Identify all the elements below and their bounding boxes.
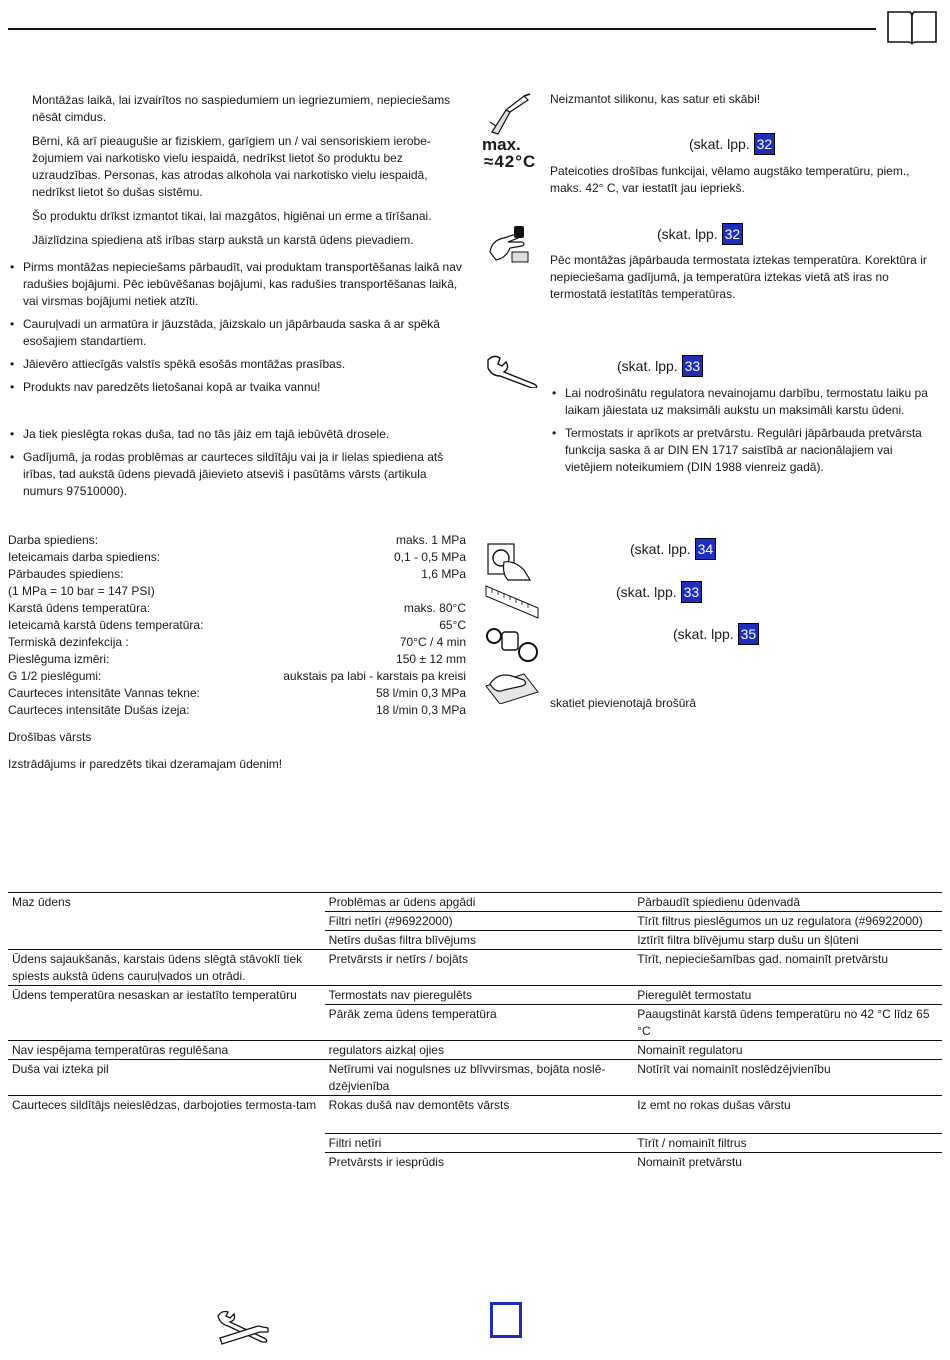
ref-text: (skat. lpp. [689, 136, 750, 152]
ref-page-32-a [689, 133, 775, 155]
page-link[interactable]: 32 [754, 133, 776, 155]
cause-cell: Problēmas ar ūdens apgādi [325, 893, 634, 912]
problem-cell [8, 1005, 325, 1041]
page-link[interactable]: 33 [681, 581, 703, 603]
maintenance-item: • Lai nodrošinātu regulatora nevainojamu darbību, termostatu laiku pa laikam jāiestata uz maksimāli aukstu un maksimāli karstu ūdeni. [550, 385, 940, 419]
cause-cell: Netīrs dušas filtra blīvējums [325, 931, 634, 950]
table-row [8, 986, 942, 1005]
ref-text: (skat. lpp. [657, 226, 718, 242]
spec-value: maks. 80°C [403, 601, 466, 615]
problem-cell [8, 912, 325, 931]
maintenance-list [550, 385, 940, 482]
spec-row [8, 583, 466, 600]
page-link[interactable]: 35 [738, 623, 760, 645]
assembly-list [8, 259, 464, 402]
spec-value: maks. 1 MPa [395, 533, 466, 547]
remedy-cell: Paaugstināt karstā ūdens temperatūru no 42 °C līdz 65 °C [633, 1005, 942, 1041]
page-link[interactable]: 32 [722, 223, 744, 245]
spec-row [8, 668, 466, 685]
spec-row [8, 617, 466, 634]
max-temp-label: ≈42°C [484, 152, 537, 171]
table-row [8, 1060, 942, 1096]
problem-cell: Ūdens temperatūra nesaskan ar iestatīto temperatūru [8, 986, 325, 1005]
page-link[interactable]: 34 [695, 538, 717, 560]
cause-cell: Pretvārsts ir iesprūdis [325, 1152, 634, 1171]
cause-cell [325, 1114, 634, 1133]
remedy-cell: Tīrīt, nepieciešamības gad. nomainīt pretvārstu [633, 950, 942, 986]
assembly-item: • Jāievēro attiecīgās valstīs spēkā esošās montāžas prasības. [8, 356, 464, 373]
problem-cell: Ūdens sajaukšanās, karstais ūdens slēgtā stāvoklī tiek spiests aukstā ūdens cauruļvados un otrādi. [8, 950, 325, 986]
remedy-cell: Iztīrīt filtra blīvējumu starp dušu un šļūteni [633, 931, 942, 950]
spec-value: aukstais pa labi - karstais pa kreisi [283, 669, 466, 683]
cause-cell: Filtri netīri (#96922000) [325, 912, 634, 931]
spec-value: 150 ± 12 mm [396, 652, 466, 666]
manual-book-icon [886, 8, 938, 46]
spec-label: Caurteces intensitāte Dušas izeja: [8, 703, 190, 717]
intro-para-1: Montāžas laikā, lai izvairītos no saspiedumiem un iegriezumiem, nepieciešams nēsāt cimdus. [32, 93, 451, 124]
max-label: max. [482, 135, 521, 154]
troubleshooting-table [8, 892, 942, 1171]
spec-value: 0,1 - 0,5 MPa [393, 550, 466, 564]
remedy-cell: Tīrīt filtrus pieslēgumos un uz regulatora (#96922000) [633, 912, 942, 931]
install-item: • Gadījumā, ja rodas problēmas ar caurteces sildītāju vai ja ir lielas spiediena atš irības, tad aukstā ūdens pievadā jāievieto atseviš i pasūtāms vārsts (artikula numurs 97510000). [8, 449, 464, 500]
wrench-icon [484, 354, 540, 388]
thermometer-hand-icon [486, 222, 534, 266]
maintenance-item: • Termostats ir aprīkots ar pretvārstu. Regulāri jāpārbauda pretvārsta funkcija saska ā ar DIN EN 1717 saistībā ar nacionālajiem vai vietējiem noteikumiem (DIN 1988 vienreiz gadā). [550, 425, 940, 476]
problem-cell: Caurteces sildītājs neieslēdzas, darbojoties termosta-tam [8, 1096, 325, 1115]
cleaning-hand-icon [484, 666, 540, 704]
assembly-item: • Produkts nav paredzēts lietošanai kopā ar tvaika vannu! [8, 379, 464, 396]
spec-label: Pieslēguma izmēri: [8, 652, 110, 666]
brochure-note: skatiet pievienotajā brošūrā [550, 696, 697, 710]
table-row [8, 1133, 942, 1152]
ref-text: (skat. lpp. [617, 358, 678, 374]
spec-label: Ieteicamā karstā ūdens temperatūra: [8, 618, 204, 632]
problem-cell [8, 1133, 325, 1152]
intro-para-3: Šo produktu drīkst izmantot tikai, lai mazgātos, higiēnai un erme a tīrīšanai. [32, 209, 432, 223]
remedy-cell: Notīrīt vai nomainīt noslēdzējvienību [633, 1060, 942, 1096]
problem-cell [8, 1152, 325, 1171]
problem-cell: Nav iespējama temperatūras regulēšana [8, 1041, 325, 1060]
ruler-icon [484, 584, 540, 620]
spec-label: Pārbaudes spiediens: [8, 567, 124, 581]
table-row [8, 912, 942, 931]
ref-page-33-a [617, 355, 703, 377]
spec-value: 18 l/min 0,3 MPa [375, 703, 466, 717]
spec-label: G 1/2 pieslēgumi: [8, 669, 102, 683]
silicone-note: Neizmantot silikonu, kas satur eti skābi! [550, 92, 761, 106]
cause-cell: Filtri netīri [325, 1133, 634, 1152]
spec-row [8, 566, 466, 583]
spec-value: 58 l/min 0,3 MPa [375, 686, 466, 700]
install-list [8, 426, 464, 506]
cause-cell: Pārāk zema ūdens temperatūra [325, 1005, 634, 1041]
remedy-cell: Pieregulēt termostatu [633, 986, 942, 1005]
tools-icon [216, 1308, 274, 1346]
intro-section [32, 92, 464, 256]
spec-value: 65°C [439, 618, 466, 632]
ref-page-35 [673, 623, 759, 645]
spec-value: 1,6 MPa [421, 567, 466, 581]
remedy-cell [633, 1114, 942, 1133]
spec-label: (1 MPa = 10 bar = 147 PSI) [8, 584, 155, 598]
intro-para-2: Bērni, kā arī pieaugušie ar fiziskiem, garīgiem un / vai sensoriskiem ierobe-žojumiem vai narkotisko vielu iespaidā, nedrīkst lietot šo produktu bez uzraudzības. Personas, kas atrodas alkohola vai narkotisko vielu iespaidā, nedrīkst lietot šo dušas sistēmu. [32, 134, 431, 199]
spec-label: Ieteicamais darba spiediens: [8, 550, 161, 564]
cause-cell: Termostats nav pieregulēts [325, 986, 634, 1005]
spec-row [8, 685, 466, 702]
spec-value: 70°C / 4 min [399, 635, 466, 649]
table-row [8, 1005, 942, 1041]
table-row [8, 931, 942, 950]
install-item: • Ja tiek pieslēgta rokas duša, tad no tās jāiz em tajā iebūvētā drosele. [8, 426, 464, 443]
spec-row [8, 532, 466, 549]
temperature-check-text: Pēc montāžas jāpārbauda termostata iztekas temperatūra. Korektūra ir nepieciešama gadījumā, ja temperatūra iztekas vietā atš iras no termostatā iestatītās temperatūras. [550, 253, 927, 301]
table-row [8, 950, 942, 986]
safety-function-text: Pateicoties drošības funkcijai, vēlamo augstāko temperatūru, piem., maks. 42° C, var iestatīt jau iepriekš. [550, 164, 910, 195]
ref-text: (skat. lpp. [616, 584, 677, 600]
table-row [8, 1041, 942, 1060]
spec-row [8, 702, 466, 719]
remedy-cell: Nomainīt regulatoru [633, 1041, 942, 1060]
page-number-box [490, 1302, 522, 1338]
spec-label: Darba spiediens: [8, 533, 99, 547]
remedy-cell: Iz emt no rokas dušas vārstu [633, 1096, 942, 1115]
spec-row [8, 651, 466, 668]
table-row [8, 1152, 942, 1171]
intro-para-4: Jāizlīdzina spiediena atš irības starp aukstā un karstā ūdens pievadiem. [32, 233, 414, 247]
problem-cell [8, 931, 325, 950]
header-rule [8, 28, 876, 30]
spec-label: Caurteces intensitāte Vannas tekne: [8, 686, 200, 700]
problem-cell: Duša vai izteka pil [8, 1060, 325, 1096]
remedy-cell: Tīrīt / nomainīt filtrus [633, 1133, 942, 1152]
spec-label: Termiskā dezinfekcija : [8, 635, 129, 649]
remedy-cell: Pārbaudīt spiedienu ūdenvadā [633, 893, 942, 912]
thermostat-hand-icon [484, 540, 536, 582]
remedy-cell: Nomainīt pretvārstu [633, 1152, 942, 1171]
page-link[interactable]: 33 [682, 355, 704, 377]
cause-cell: Netīrumi vai nogulsnes uz blīvvirsmas, bojāta noslē-dzējvienība [325, 1060, 634, 1096]
ref-text: (skat. lpp. [630, 541, 691, 557]
spec-table [8, 532, 466, 719]
spare-parts-icon [484, 622, 540, 664]
problem-cell [8, 1114, 325, 1133]
safety-valve-label: Drošības vārsts [8, 730, 92, 744]
assembly-item: • Cauruļvadi un armatūra ir jāuzstāda, jāizskalo un jāpārbauda saska ā ar spēkā esošajiem standartiem. [8, 316, 464, 350]
silicone-gun-icon [486, 92, 534, 136]
ref-text: (skat. lpp. [673, 626, 734, 642]
spec-label: Karstā ūdens temperatūra: [8, 601, 151, 615]
spec-row [8, 600, 466, 617]
drinking-water-note: Izstrādājums ir paredzēts tikai dzeramajam ūdenim! [8, 757, 283, 771]
table-row [8, 893, 942, 912]
spec-row [8, 634, 466, 651]
spec-row [8, 549, 466, 566]
problem-cell: Maz ūdens [8, 893, 325, 912]
assembly-item: • Pirms montāžas nepieciešams pārbaudīt, vai produktam transportēšanas laikā nav radušies bojājumi. Pēc iebūvēšanas bojājumi, kas radušies transportēšanas laikā, vai virsmas bojājumi netiek atzīti. [8, 259, 464, 310]
ref-page-32-b [657, 223, 743, 245]
table-row [8, 1114, 942, 1133]
cause-cell: Pretvārsts ir netīrs / bojāts [325, 950, 634, 986]
ref-page-33-b [616, 581, 702, 603]
cause-cell: regulators aizkaļ ojies [325, 1041, 634, 1060]
table-row [8, 1096, 942, 1115]
ref-page-34 [630, 538, 716, 560]
cause-cell: Rokas dušā nav demontēts vārsts [325, 1096, 634, 1115]
